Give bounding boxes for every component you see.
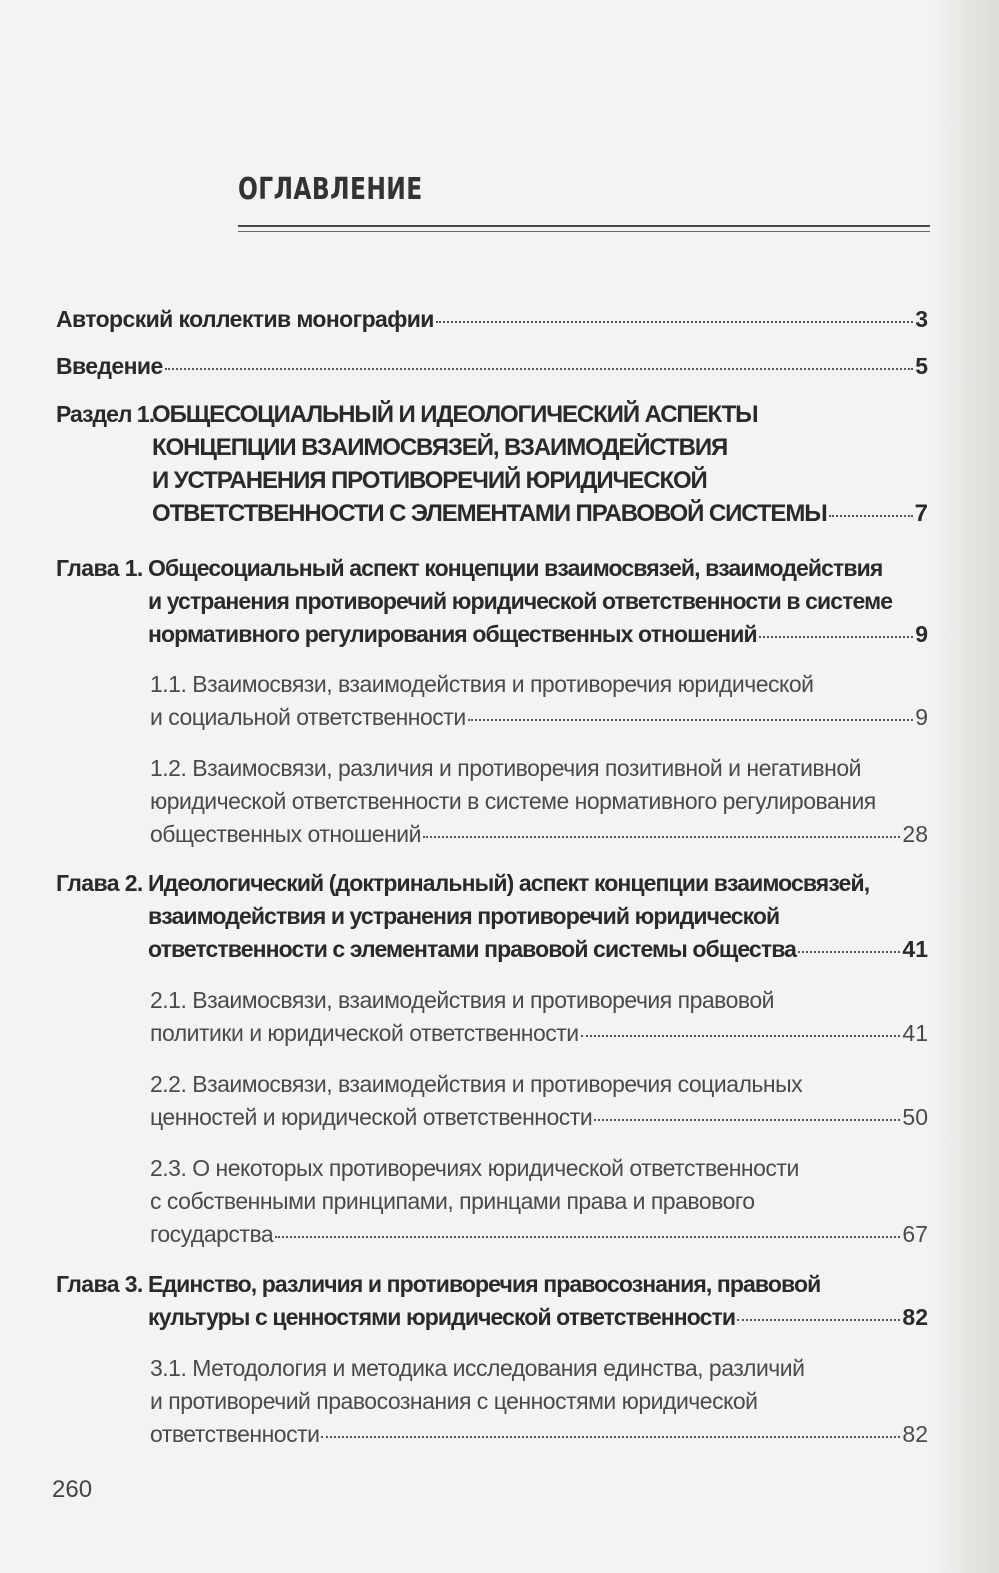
toc-entry-text: Авторский коллектив монографии (56, 306, 434, 332)
toc-entry[interactable] (56, 303, 928, 336)
toc-entry-prefix: Глава 1. (56, 555, 143, 581)
title-rule-thin (238, 231, 930, 232)
toc-page-number: 3 (915, 306, 928, 332)
toc-page-number: 41 (902, 936, 928, 962)
toc-entry-subsection[interactable] (150, 1152, 928, 1251)
toc-entry-chapter[interactable] (56, 1268, 928, 1334)
toc-page-number: 7 (914, 500, 928, 527)
toc-entry-text: культуры с ценностями юридической ответственности (148, 1304, 736, 1330)
page-edge-shadow (929, 0, 999, 1573)
toc-page-number: 28 (902, 821, 928, 847)
leader-dots (423, 835, 900, 838)
toc-entry-line: юридической ответственности в системе нормативного регулирования (150, 788, 876, 814)
toc-entry-chapter[interactable] (56, 552, 928, 651)
leader-dots (737, 1318, 900, 1321)
toc-page-number: 41 (902, 1020, 928, 1046)
toc-entry-line: Общесоциальный аспект концепции взаимосвязей, взаимодействия (148, 555, 883, 581)
leader-dots (829, 514, 913, 517)
toc-entry-text: и социальной ответственности (150, 704, 466, 730)
leader-dots (581, 1034, 901, 1037)
toc-entry-line: Единство, различия и противоречия правосознания, правовой (148, 1271, 821, 1297)
toc-page-number: 82 (902, 1421, 928, 1447)
toc-entry-subsection[interactable] (150, 1068, 928, 1134)
toc-entry-text: ценностей и юридической ответственности (150, 1104, 593, 1130)
toc-entry-subsection[interactable] (150, 752, 928, 851)
toc-entry-text: политики и юридической ответственности (150, 1020, 579, 1046)
leader-dots (759, 635, 913, 638)
toc-entry-subsection[interactable] (150, 1352, 928, 1451)
toc-page-number: 5 (915, 353, 928, 379)
toc-entry-text: ответственности с элементами правовой системы общества (148, 936, 797, 962)
toc-page-number: 9 (915, 621, 928, 647)
toc-page-number: 67 (902, 1221, 928, 1247)
toc-entry-line: 3.1. Методология и методика исследования единства, различий (150, 1355, 805, 1381)
toc-entry-line: 1.2. Взаимосвязи, различия и противоречия позитивной и негативной (150, 755, 861, 781)
toc-entry-line: 1.1. Взаимосвязи, взаимодействия и противоречия юридической (150, 671, 814, 697)
toc-entry-line: с собственными принципами, принцами права и правового (150, 1188, 755, 1214)
toc-entry-text: общественных отношений (150, 821, 421, 847)
toc-page-number: 82 (902, 1304, 928, 1330)
leader-dots (468, 718, 914, 721)
toc-page-number: 9 (915, 704, 928, 730)
toc-entry-section[interactable] (56, 398, 928, 530)
toc-entry-line: взаимодействия и устранения противоречий юридической (148, 903, 780, 929)
leader-dots (165, 367, 914, 370)
title-rule-thick (238, 225, 930, 227)
toc-entry-text: Введение (56, 353, 163, 379)
toc-entry-subsection[interactable] (150, 668, 928, 734)
toc-entry-prefix: Глава 2. (56, 870, 143, 896)
toc-entry-line: 2.3. О некоторых противоречиях юридической ответственности (150, 1155, 799, 1181)
toc-entry-line: и противоречий правосознания с ценностями юридической (150, 1388, 758, 1414)
toc-page-number: 50 (902, 1104, 928, 1130)
toc-entry-line: и устранения противоречий юридической ответственности в системе (148, 588, 893, 614)
toc-entry-line: КОНЦЕПЦИИ ВЗАИМОСВЯЗЕЙ, ВЗАИМОДЕЙСТВИЯ (152, 434, 728, 461)
toc-entry-prefix: Раздел 1. (56, 401, 155, 427)
toc-entry-text: нормативного регулирования общественных отношений (148, 621, 757, 647)
toc-entry-text: государства (150, 1221, 274, 1247)
leader-dots (275, 1235, 900, 1238)
toc-entry-line: ОБЩЕСОЦИАЛЬНЫЙ И ИДЕОЛОГИЧЕСКИЙ АСПЕКТЫ (152, 401, 758, 428)
page-number: 260 (52, 1476, 93, 1503)
toc-entry-subsection[interactable] (150, 984, 928, 1050)
toc-entry-prefix: Глава 3. (56, 1271, 143, 1297)
leader-dots (321, 1435, 900, 1438)
toc-entry-chapter[interactable] (56, 867, 928, 966)
toc-entry-line: И УСТРАНЕНИЯ ПРОТИВОРЕЧИЙ ЮРИДИЧЕСКОЙ (152, 467, 707, 494)
leader-dots (436, 320, 913, 323)
toc-entry-line: Идеологический (доктринальный) аспект концепции взаимосвязей, (148, 870, 870, 896)
leader-dots (594, 1118, 900, 1121)
toc-entry-line: 2.2. Взаимосвязи, взаимодействия и противоречия социальных (150, 1071, 803, 1097)
toc-entry-text: ОТВЕТСТВЕННОСТИ С ЭЛЕМЕНТАМИ ПРАВОВОЙ СИСТЕМЫ (152, 500, 827, 527)
leader-dots (798, 950, 900, 953)
page-title: ОГЛАВЛЕНИЕ (238, 172, 423, 207)
toc-entry-line: 2.1. Взаимосвязи, взаимодействия и противоречия правовой (150, 987, 775, 1013)
toc-entry-text: ответственности (150, 1421, 320, 1447)
toc-entry[interactable] (56, 350, 928, 383)
